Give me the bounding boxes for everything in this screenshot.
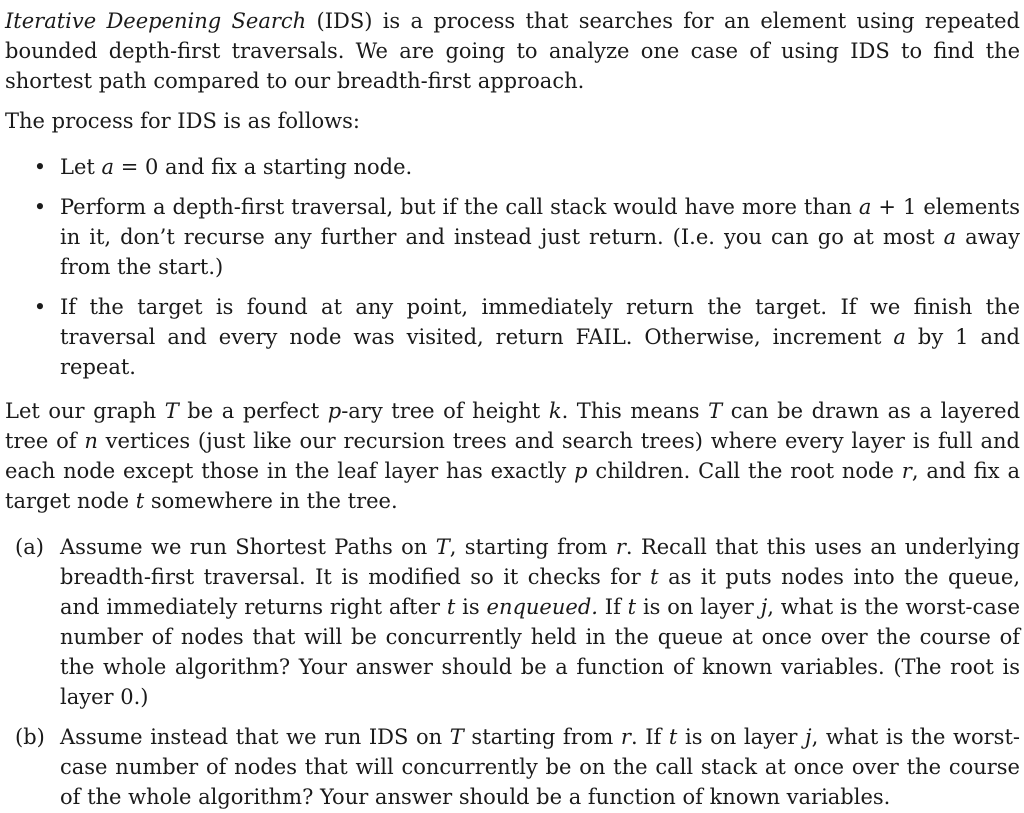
graph-text: somewhere in the tree.: [144, 489, 398, 513]
graph-text: vertices (just like our recursion trees and search trees) where every layer is full and each node except those in the leaf layer has exactly: [5, 429, 1020, 483]
part-a-text: is: [455, 595, 487, 619]
step-2-text-3: away from the start.): [60, 225, 1020, 279]
math-var: n: [84, 429, 98, 453]
math-var: r: [901, 459, 912, 483]
math-var: p: [327, 399, 342, 423]
math-var: t: [446, 595, 456, 619]
intro-text: (IDS) is a process that searches for an element using repeated bounded depth-first traversals. We are going to analyze one case of using IDS to find the shortest path compared to our breadth-first approach.: [5, 9, 1020, 93]
question-part-a: [5, 532, 1020, 712]
process-step-1: [5, 152, 1020, 182]
math-var: k: [548, 399, 562, 423]
ids-term: Iterative Deepening Search: [5, 9, 307, 33]
step-3-text-2: by 1 and repeat.: [60, 325, 1021, 379]
graph-text: children. Call the root node: [587, 459, 902, 483]
math-var: t: [650, 565, 659, 589]
part-b-text: , what is the worst-case number of nodes that will concurrently be on the call stack at once over the course of the whole algorithm? Your answer should be a function of known variables.: [60, 725, 1020, 809]
math-var: T: [435, 535, 450, 559]
graph-text: . This means: [561, 399, 709, 423]
part-a-text: Assume we run Shortest Paths on: [60, 535, 436, 559]
intro-paragraph: [5, 6, 1020, 96]
math-var: T: [449, 725, 464, 749]
part-b-text: starting from: [463, 725, 621, 749]
part-a-text: . Recall that this uses an underlying breadth-first traversal. It is modified so it checks for: [60, 535, 1020, 589]
bullet-icon: •: [33, 155, 47, 179]
part-a-text: , what is the worst-case number of nodes that will be concurrently held in the queue at once over the course of the whole algorithm? Your answer should be a function of known variables. (The root is layer 0.): [60, 595, 1021, 709]
process-steps-list: [5, 152, 1020, 382]
step-2-text-2: + 1 elements in it, don’t recurse any further and instead just return. (I.e. you can go at most: [60, 195, 1020, 249]
math-var: T: [708, 399, 723, 423]
step-1-text: Let: [60, 155, 102, 179]
part-a-text: , starting from: [449, 535, 616, 559]
graph-text: -ary tree of height: [341, 399, 549, 423]
math-var: j: [805, 725, 812, 749]
step-3-text: If the target is found at any point, immediately return the target. If we finish the traversal and every node was visited, return FAIL. Otherwise, increment: [60, 295, 1020, 349]
bullet-icon: •: [33, 195, 47, 219]
math-var: t: [627, 595, 637, 619]
math-var: a: [858, 195, 872, 219]
math-var: a: [943, 225, 957, 249]
part-b-text: is on layer: [677, 725, 806, 749]
math-var: T: [164, 399, 179, 423]
math-var: a: [101, 155, 115, 179]
part-a-text: as it puts nodes into the queue, and immediately returns right after: [60, 565, 1020, 619]
part-label-b: (b): [15, 725, 45, 749]
process-intro: The process for IDS is as follows:: [5, 109, 360, 133]
emphasis-text: enqueued.: [486, 595, 598, 619]
part-label-a: (a): [15, 535, 44, 559]
math-var: p: [574, 459, 588, 483]
step-2-text: Perform a depth-first traversal, but if the call stack would have more than: [60, 195, 859, 219]
math-var: t: [668, 725, 678, 749]
process-step-3: [5, 292, 1020, 382]
part-b-text: Assume instead that we run IDS on: [60, 725, 450, 749]
question-part-b: [5, 722, 1020, 812]
step-1-text-2: = 0 and fix a starting node.: [114, 155, 413, 179]
graph-description: [5, 396, 1020, 516]
math-var: j: [760, 595, 768, 619]
math-var: r: [620, 725, 631, 749]
part-a-text: If: [597, 595, 628, 619]
bullet-icon: •: [33, 295, 47, 319]
graph-text: Let our graph: [5, 399, 165, 423]
graph-text: can be drawn as a layered tree of: [5, 399, 1021, 453]
process-step-2: [5, 192, 1020, 282]
math-var: a: [893, 325, 906, 349]
math-var: t: [135, 489, 145, 513]
graph-text: be a perfect: [178, 399, 328, 423]
graph-text: , and fix a target node: [5, 459, 1020, 513]
part-a-text: is on layer: [636, 595, 761, 619]
part-b-text: . If: [630, 725, 669, 749]
question-parts-list: [5, 532, 1020, 812]
math-var: r: [615, 535, 626, 559]
